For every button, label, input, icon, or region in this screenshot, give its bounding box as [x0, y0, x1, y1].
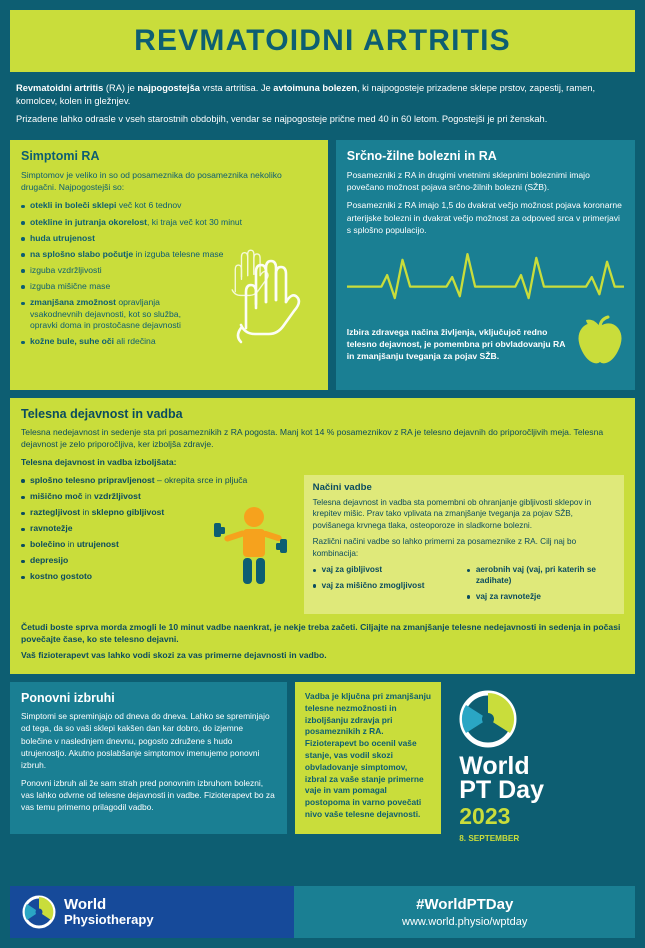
intro-section [10, 80, 635, 140]
cvd-paragraph-1: Posamezniki z RA in drugimi vnetnimi sklepnimi boleznimi imajo povečano možnost pojava srčno-žilnih bolezni (SŽB). [346, 169, 590, 193]
activity-lead-2: Telesna dejavnost in vadba izboljšata: [21, 457, 177, 468]
exercise-types-col2 [467, 564, 615, 606]
world-pt-day-block [449, 682, 635, 843]
item-bold-2: sklepno gibljivost [91, 507, 165, 518]
activity-columns [21, 475, 624, 614]
intro-paragraph-1 [16, 82, 629, 108]
item-bold: mišično moč [30, 491, 83, 502]
exercise-types-box [304, 475, 624, 614]
poster-header [10, 10, 635, 72]
item-text: , ki traja več kot 30 minut [147, 216, 243, 227]
intro-bold-1: Revmatoidni artritis [16, 83, 104, 93]
activity-lead-1: Telesna nedejavnost in sedenje sta pri posameznikih z RA pogosta. Manj kot 14 % posameznikov z RA je telesno dejavnih do priporočljivih meja. Telesna dejavnost je zelo priporočljiva, ker izboljša zdravje. [21, 426, 604, 450]
org-name-line-2: Physiotherapy [64, 912, 154, 928]
world-physiotherapy-logo-icon [22, 895, 56, 929]
wptday-date: 8. SEPTEMBER [459, 833, 520, 843]
list-item [21, 475, 294, 487]
key-message-box: Vadba je ključna pri zmanjšanju telesne nezmožnosti in izboljšanju zdravja pri posameznikih z RA. Fizioterapevt bo ocenil vaše stanje, vas vodil skozi obvladovanje simptomov, izbral za vaše stanje primerne vaje in vam pomagal postopoma in varno povečati nivo vaše telesne dejavnosti. [295, 682, 441, 834]
item-bold: kožne bule, suhe oči [30, 336, 115, 347]
item-bold: otekline in jutranja okorelost [30, 216, 147, 227]
cvd-note-text: Izbira zdravega načina življenja, vključujoč redno telesno dejavnost, je pomembna pri obvladovanju RA in zmanjšanju tveganja za pojav SŽB. [346, 326, 566, 361]
cvd-note [347, 326, 624, 362]
apple-icon [574, 314, 626, 368]
intro-text-2: vrsta artritisa. Je [199, 83, 274, 93]
list-item: vaj za mišično zmogljivost [313, 580, 461, 591]
item-text: izguba vzdržljivosti [30, 264, 102, 275]
item-text: izguba mišične mase [30, 280, 111, 291]
item-bold: splošno telesno pripravljenost [30, 474, 155, 485]
poster-footer [10, 886, 635, 938]
item-text: in [80, 507, 92, 518]
item-text: ali rdečina [114, 336, 156, 347]
exercise-types-lists [313, 564, 615, 606]
org-name-line-1: World [64, 896, 107, 914]
item-bold: kostno gostoto [30, 571, 93, 582]
list-item: aerobnih vaj (vaj, pri katerih se zadihate) [467, 564, 615, 586]
item-text: več kot 6 tednov [116, 200, 182, 211]
wptday-line-2: PT Day [459, 775, 544, 804]
item-text: opravljanja vsakodnevnih dejavnosti, kot so služba, opravki doma in prostočasne dejavnosti [30, 297, 181, 331]
intro-text-1: (RA) je [103, 83, 138, 93]
symptoms-title: Simptomi RA [21, 148, 100, 163]
activity-footnotes [21, 621, 624, 662]
flare-paragraph-2: Ponovni izbruh ali že sam strah pred ponovnim izbruhom bolezni, vas lahko odvrne od telesne dejavnosti in vadbe. Fizioterapevt bo za vas temu primerno prilagodil vadbo. [21, 778, 275, 813]
cvd-title: Srčno-žilne bolezni in RA [346, 148, 497, 163]
hands-illustration-icon [212, 232, 332, 352]
person-exercising-icon [210, 501, 292, 593]
ecg-heartbeat-icon [347, 247, 624, 309]
item-bold: ravnotežje [30, 523, 73, 534]
activity-foot-1: Četudi boste sprva morda zmogli le 10 minut vadbe naenkrat, je nekje treba začeti. Ciljajte na zmanjšanje telesne nedejavnosti in sedenja in počasi povečajte čase, ko ste telesno dejavni. [21, 621, 621, 644]
item-text: – okrepita srce in pljuča [154, 474, 248, 485]
exercise-types-p1: Telesna dejavnost in vadba sta pomembni ob ohranjanje gibljivosti sklepov in krepitev mišic. Prav tako vplivata na zmanjšanje tveganja za pojav SŽB, povišanega krvnega tlaka, osteoporoze in sladkorne bolezni. [312, 497, 592, 530]
cvd-paragraph-2: Posamezniki z RA imajo 1,5 do dvakrat večjo možnost pojava koronarne arterijske bolezni in dvakrat večjo možnost za odpoved srca v primerjavi s splošno populacijo. [346, 200, 622, 236]
item-text: in [82, 491, 95, 502]
activity-foot-2: Vaš fizioterapevt vas lahko vodi skozi za vas primerne dejavnosti in vadbo. [21, 649, 327, 660]
website-url[interactable]: www.world.physio/wptday [402, 916, 528, 928]
item-bold: otekli in boleči sklepi [30, 200, 117, 211]
item-bold-2: utrujenost [76, 539, 119, 550]
exercise-types-title: Načini vadbe [312, 481, 372, 493]
flare-panel [10, 682, 287, 834]
footer-hashtag-block [294, 886, 635, 938]
item-bold: raztegljivost [30, 507, 81, 518]
item-bold: depresijo [30, 555, 69, 566]
ecg-graphic [347, 247, 624, 314]
wptday-year: 2023 [459, 802, 511, 829]
intro-paragraph-2: Prizadene lahko odrasle v vseh starostnih obdobjih, vendar se najpogosteje prične med 40 in 60 letom. Pogostejši je pri ženskah. [16, 114, 548, 125]
world-pt-day-logo-icon [459, 690, 517, 748]
item-text: in [65, 539, 77, 550]
item-bold: zmanjšana zmožnost [30, 297, 116, 308]
org-name [64, 897, 154, 926]
hashtag-text: #WorldPTDay [416, 896, 514, 913]
list-item: vaj za gibljivost [313, 564, 461, 575]
activity-title: Telesna dejavnost in vadba [21, 406, 183, 421]
exercise-types-col1 [313, 564, 461, 606]
item-bold: na splošno slabo počutje [30, 248, 134, 259]
intro-text-3: , ki najpogosteje prizadene sklepe prstov, zapestij, ramen, komolcev, kolen in gležnjev. [16, 83, 596, 107]
list-item [21, 200, 317, 212]
list-item: vaj za ravnotežje [467, 591, 615, 602]
symptoms-panel [10, 140, 328, 390]
bottom-row [10, 682, 635, 843]
flare-paragraph-1: Simptomi se spreminjajo od dneva do dneva. Lahko se spreminjajo od tega, da so vaši sklepi kakšen dan kar dobro, do izjemne bolečine v naslednjem dnevnu, pogosto združene s hudo utrujenostjo. Akutno poslabšanje simptomov imenujemo ponovni izbruh. [21, 711, 270, 770]
symptoms-cvd-row [10, 140, 635, 390]
list-item [21, 297, 204, 332]
list-item [21, 217, 317, 229]
wptday-line-1: World [459, 752, 530, 781]
intro-bold-2: najpogostejša [137, 83, 200, 93]
activity-benefits [21, 475, 294, 614]
symptoms-lead: Simptomov je veliko in so od posameznika do posameznika nekoliko drugačni. Najpogostejši so: [21, 169, 282, 193]
cvd-panel [336, 140, 635, 390]
item-bold: bolečino [30, 539, 66, 550]
world-physiotherapy-logo-block [10, 886, 294, 938]
item-text: in izguba telesne mase [133, 248, 224, 259]
exercise-types-p2: Različni načini vadbe so lahko primerni za posameznike z RA. Cilj naj bo kombinacija: [312, 537, 577, 558]
item-bold-2: vzdržljivost [94, 491, 141, 502]
page-title: REVMATOIDNI ARTRITIS [134, 24, 511, 57]
flare-title: Ponovni izbruhi [21, 691, 115, 706]
intro-bold-3: avtoimuna bolezen [273, 83, 357, 93]
physical-activity-panel [10, 398, 635, 675]
item-bold: huda utrujenost [30, 232, 95, 243]
